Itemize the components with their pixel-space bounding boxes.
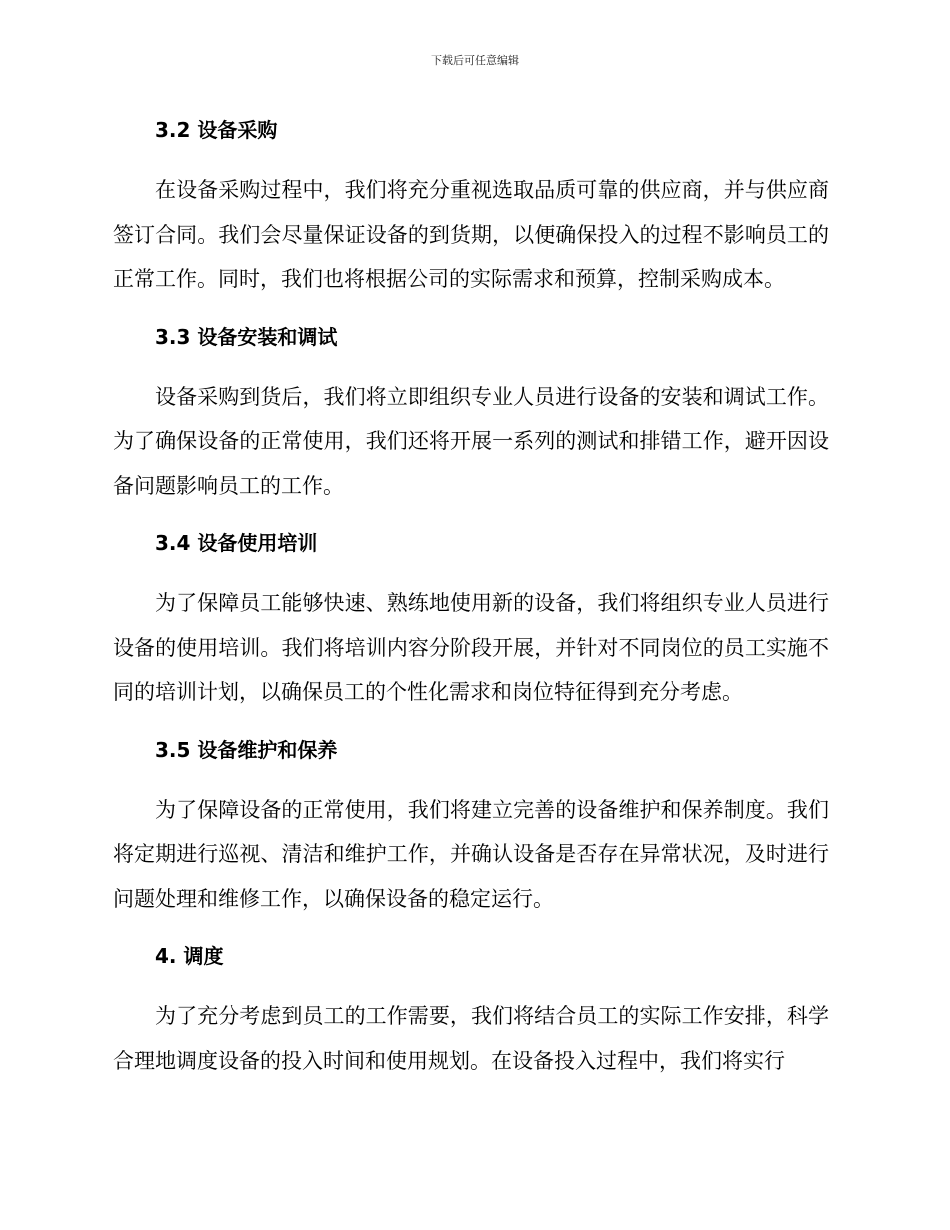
section-paragraph-3-2: 在设备采购过程中，我们将充分重视选取品质可靠的供应商，并与供应商签订合同。我们会尽量保证设备的到货期，以便确保投入的过程不影响员工的正常工作。同时，我们也将根据公司的实际需求和预算，控制采购成本。	[113, 178, 829, 291]
section-paragraph-3-5: 为了保障设备的正常使用，我们将建立完善的设备维护和保养制度。我们将定期进行巡视、清洁和维护工作，并确认设备是否存在异常状况，及时进行问题处理和维修工作，以确保设备的稳定运行。	[113, 797, 829, 911]
section-heading-3-2: 3.2 设备采购	[155, 118, 278, 142]
section-heading-3-5: 3.5 设备维护和保养	[155, 737, 338, 762]
section-heading-3-4: 3.4 设备使用培训	[155, 531, 318, 555]
section-heading-4: 4. 调度	[155, 944, 224, 968]
section-paragraph-3-3: 设备采购到货后，我们将立即组织专业人员进行设备的安装和调试工作。为了确保设备的正常使用，我们还将开展一系列的测试和排错工作，避开因设备问题影响员工的工作。	[113, 384, 829, 498]
page-header: 下载后可任意编辑	[431, 54, 519, 67]
section-paragraph-3-4: 为了保障员工能够快速、熟练地使用新的设备，我们将组织专业人员进行设备的使用培训。我们将培训内容分阶段开展，并针对不同岗位的员工实施不同的培训计划，以确保员工的个性化需求和岗位特征得到充分考虑。	[113, 591, 829, 704]
section-heading-3-3: 3.3 设备安装和调试	[155, 324, 338, 349]
document-body	[113, 112, 829, 1100]
section-paragraph-4: 为了充分考虑到员工的工作需要，我们将结合员工的实际工作安排，科学合理地调度设备的投入时间和使用规划。在设备投入过程中，我们将实行	[113, 1004, 829, 1073]
